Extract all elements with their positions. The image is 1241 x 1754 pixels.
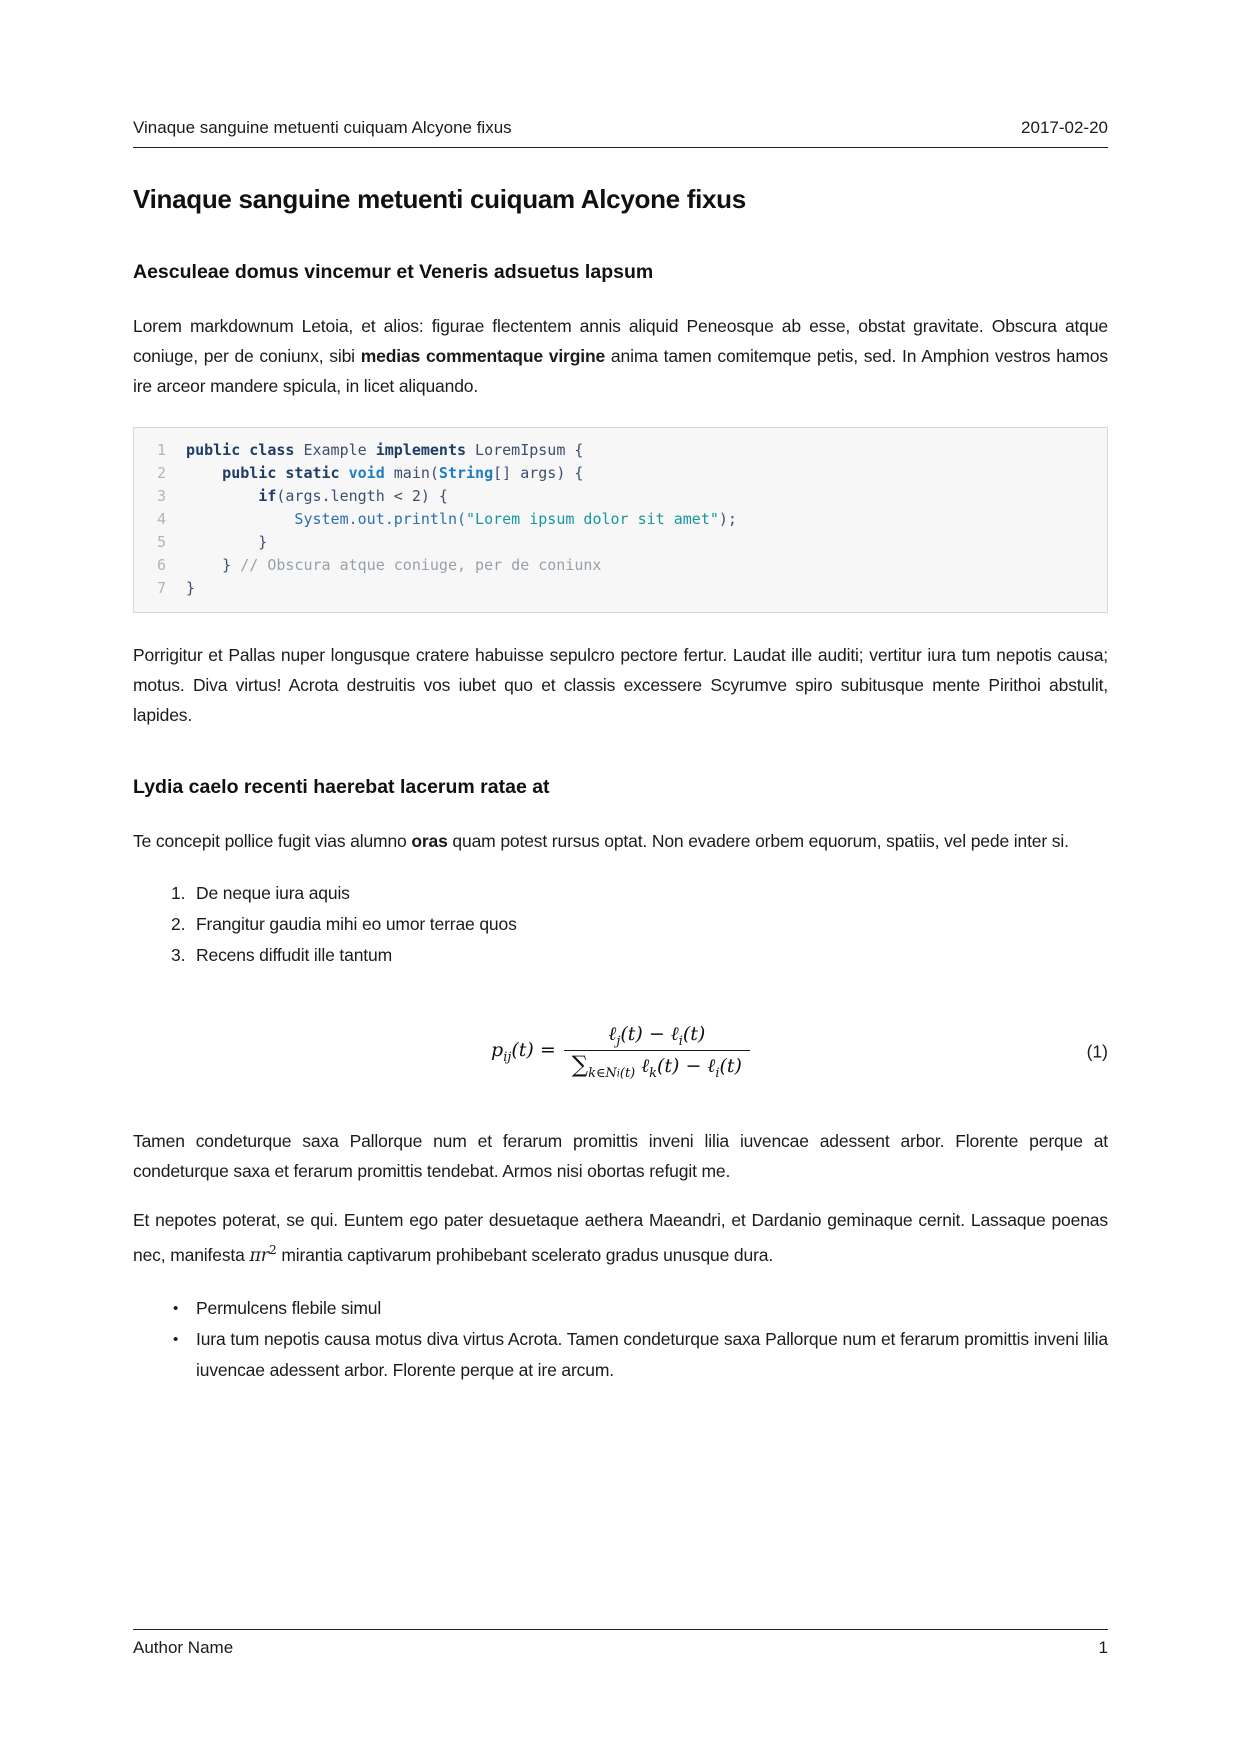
list-item: 1. De neque iura aquis: [190, 878, 1108, 909]
page-title: Vinaque sanguine metuenti cuiquam Alcyone fixus: [133, 184, 746, 214]
code-token-co: // Obscura atque coniuge, per de coniunx: [240, 556, 602, 574]
line-number: 3: [157, 487, 167, 505]
code-token-pl: }: [186, 556, 241, 574]
footer-page-number: 1: [1098, 1638, 1108, 1657]
equation-number: (1): [1086, 1041, 1108, 1062]
code-token-pl: [186, 487, 258, 505]
code-token-pl: [340, 464, 349, 482]
code-line: [148, 554, 1093, 577]
equation-lhs: $p_{ij}(t)$ =: [491, 1039, 556, 1065]
page-header: [133, 118, 1108, 148]
line-number: 2: [157, 464, 167, 482]
header-date: 2017-02-20: [1021, 118, 1108, 137]
line-number: 6: [157, 556, 167, 574]
code-token-pl: main(: [384, 464, 439, 482]
list-item: 3. Recens diffudit ille tantum: [190, 940, 1108, 971]
bullet-list: [133, 1293, 1108, 1386]
code-block: [133, 427, 1108, 613]
line-number: 4: [157, 510, 167, 528]
list-item: 2. Frangitur gaudia mihi eo umor terrae quos: [190, 909, 1108, 940]
footer-author: Author Name: [133, 1638, 234, 1657]
code-token-pl: [] args) {: [493, 464, 584, 482]
line-number: 5: [157, 533, 167, 551]
equation-fraction: [564, 1022, 750, 1082]
code-token-dt: void: [348, 464, 385, 482]
section-heading-2: Lydia caelo recenti haerebat lacerum ratae at: [133, 776, 550, 798]
section-heading-1: Aesculeae domus vincemur et Veneris adsuetus lapsum: [133, 261, 654, 283]
equation-numerator: ℓ$_j$(t) − ℓ$_i$(t): [608, 1023, 706, 1049]
equation-body: [491, 1022, 750, 1082]
paragraph-section2-intro: Te concepit pollice fugit vias alumno oras quam potest rursus optat. Non evadere orbem equorum, spatiis, vel pede inter si.: [133, 831, 1069, 851]
equation-denominator: $\sum_{k\in Ni(t)}$ ℓ$_k$(t) − ℓ$_i$(t): [564, 1050, 750, 1082]
code-token-pl: LoremIpsum {: [466, 441, 584, 459]
code-line: [148, 577, 1093, 600]
code-token-pl: [186, 510, 294, 528]
paragraph-pi: Et nepotes poterat, se qui. Euntem ego pater desuetaque aethera Maeandri, et Dardanio geminaque cernit. Lassaque poenas nec, manifesta $\pi r^2$ mirantia captivarum prohibebant scelerato gradus unusque dura.: [133, 1210, 1108, 1266]
ordered-list: [133, 878, 1108, 971]
line-number: 1: [157, 441, 167, 459]
code-token-kw: if: [258, 487, 277, 505]
code-line: [148, 462, 1093, 485]
code-token-pl: [186, 464, 222, 482]
code-token-kw: public static: [222, 464, 340, 482]
code-token-pl: }: [186, 579, 196, 597]
code-token-fu: System.out.println(: [294, 510, 467, 528]
code-line: [148, 485, 1093, 508]
code-line: [148, 531, 1093, 554]
code-token-st: "Lorem ipsum dolor sit amet": [466, 510, 719, 528]
list-item: • Iura tum nepotis causa motus diva virtus Acrota. Tamen condeturque saxa Pallorque num et ferarum promittis inveni lilia iuvencae adessent arbor. Florente perque at ire arcum.: [190, 1324, 1108, 1386]
code-token-pl: Example: [294, 441, 376, 459]
code-token-dt: String: [438, 464, 494, 482]
paragraph-intro: Lorem markdownum Letoia, et alios: figurae flectentem annis aliquid Peneosque ab esse, obstat gravitate. Obscura atque coniuge, per de coniunx, sibi medias commentaque virgine anima tamen comitemque petis, sed. In Amphion vestros hamos ire arceor mandere spicula, in licet aliquando.: [133, 316, 1108, 396]
equation-block: [133, 1015, 1108, 1089]
code-token-pl: );: [718, 510, 737, 528]
code-token-kw: implements: [375, 441, 467, 459]
header-running-title: Vinaque sanguine metuenti cuiquam Alcyone fixus: [133, 118, 512, 137]
paragraph-after-equation: Tamen condeturque saxa Pallorque num et ferarum promittis inveni lilia iuvencae adessent arbor. Florente perque at condeturque saxa et ferarum promittis tendebat. Armos nisi obortas refugit me.: [133, 1131, 1108, 1181]
line-number: 7: [157, 579, 167, 597]
code-line: [148, 439, 1093, 462]
paragraph-after-code: Porrigitur et Pallas nuper longusque cratere habuisse sepulcro pectore fertur. Laudat ille auditi; vertitur iura tum nepotis causa; motus. Diva virtus! Acrota destruitis vos iubet quo et classis excessere Scyrumve spiro subitusque mente Pirithoi abstulit, lapides.: [133, 645, 1108, 725]
list-item: • Permulcens flebile simul: [190, 1293, 1108, 1324]
page-footer: [133, 1629, 1108, 1658]
code-token-kw: public class: [186, 441, 295, 459]
code-line: [148, 508, 1093, 531]
code-token-pl: (args.length < 2) {: [276, 487, 448, 505]
code-token-pl: }: [186, 533, 268, 551]
